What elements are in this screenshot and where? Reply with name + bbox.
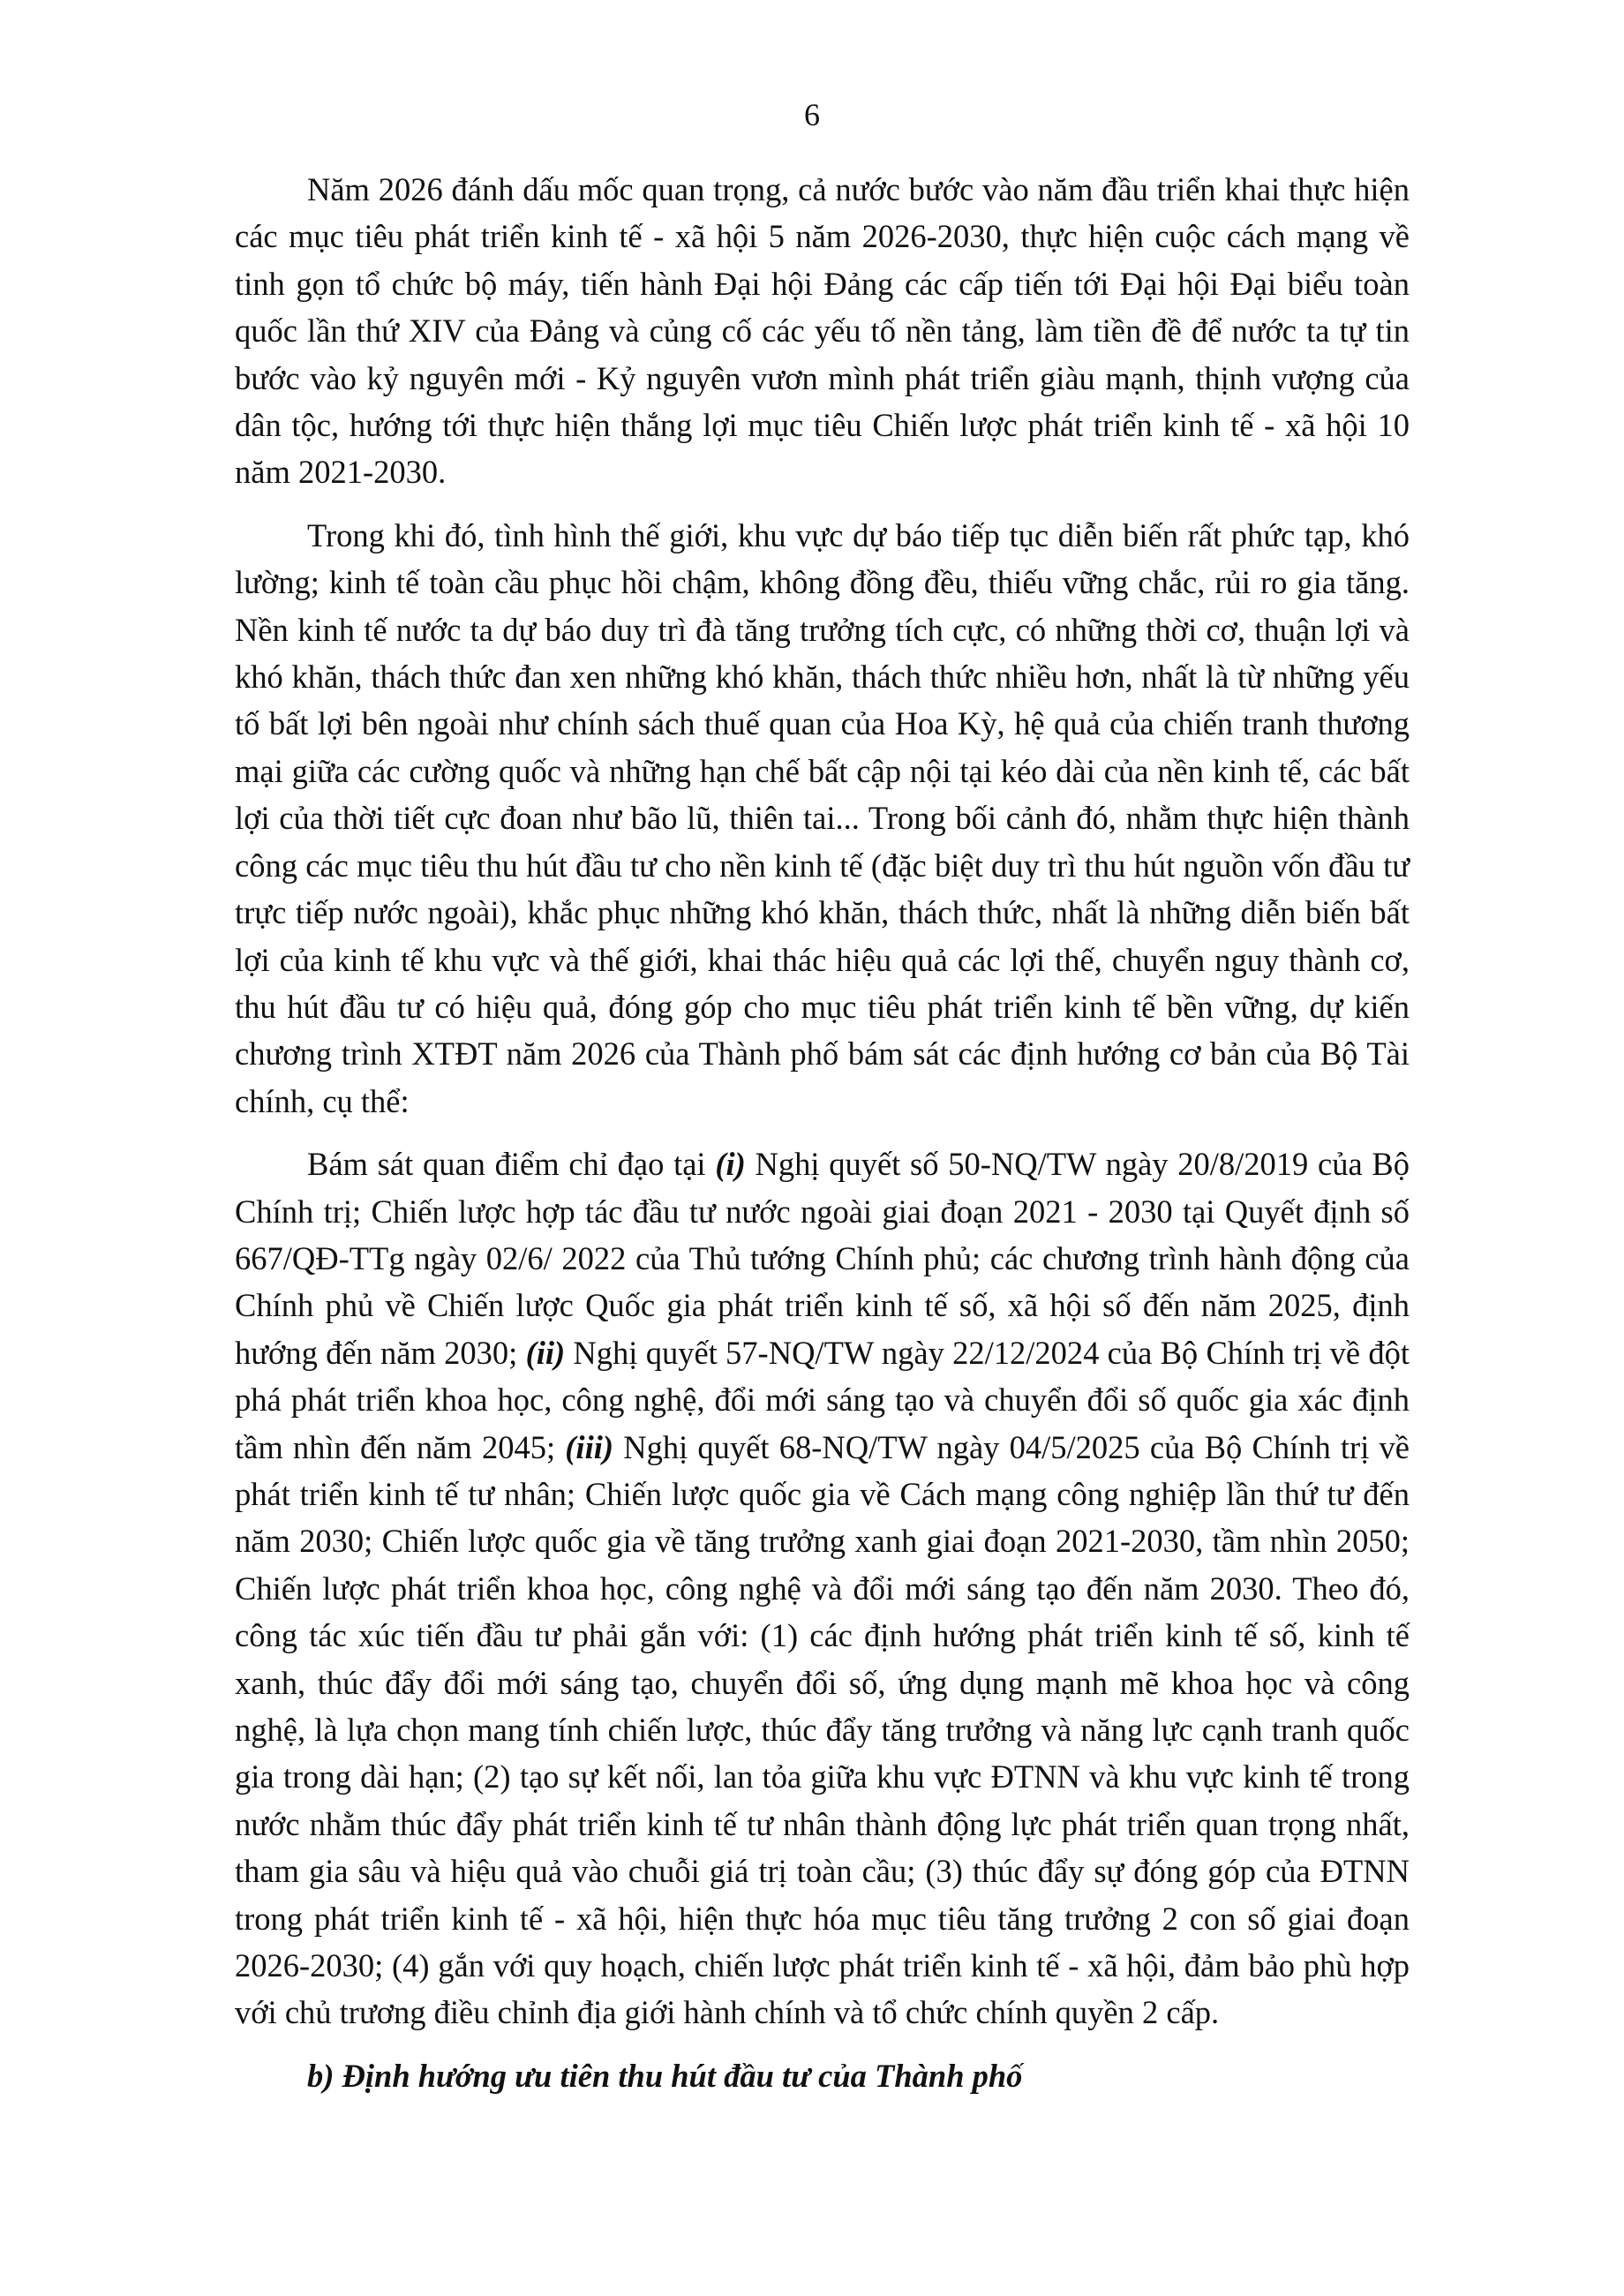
enumeration-marker-ii: (ii) — [525, 1334, 566, 1371]
paragraph-policy-guidance — [235, 1140, 1410, 2036]
policy-text-part-4: Nghị quyết 68-NQ/TW ngày 04/5/2025 của Bộ Chính trị về phát triển kinh tế tư nhân; Chiến lược quốc gia về Cách mạng công nghiệp lần thứ tư đến năm 2030; Chiến lược quốc gia về tăng trưởng xanh giai đoạn 2021-2030, tầm nhìn 2050; Chiến lược phát triển khoa học, công nghệ và đổi mới sáng tạo đến năm 2030. Theo đó, công tác xúc tiến đầu tư phải gắn với: (1) các định hướng phát triển kinh tế số, kinh tế xanh, thúc đẩy đổi mới sáng tạo, chuyển đổi số, ứng dụng mạnh mẽ khoa học và công nghệ, là lựa chọn mang tính chiến lược, thúc đẩy tăng trưởng và năng lực cạnh tranh quốc gia trong dài hạn; (2) tạo sự kết nối, lan tỏa giữa khu vực ĐTNN và khu vực kinh tế trong nước nhằm thúc đẩy phát triển kinh tế tư nhân thành động lực phát triển quan trọng nhất, tham gia sâu và hiệu quả vào chuỗi giá trị toàn cầu; (3) thúc đẩy sự đóng góp của ĐTNN trong phát triển kinh tế - xã hội, hiện thực hóa mục tiêu tăng trưởng 2 con số giai đoạn 2026-2030; (4) gắn với quy hoạch, chiến lược phát triển kinh tế - xã hội, đảm bảo phù hợp với chủ trương điều chỉnh địa giới hành chính và tổ chức chính quyền 2 cấp. — [235, 1428, 1410, 2031]
section-heading-b: b) Định hướng ưu tiên thu hút đầu tư của Thành phố — [307, 2057, 1023, 2094]
paragraph-global-situation: Trong khi đó, tình hình thế giới, khu vực dự báo tiếp tục diễn biến rất phức tạp, khó lường; kinh tế toàn cầu phục hồi chậm, không đồng đều, thiếu vững chắc, rủi ro gia tăng. Nền kinh tế nước ta dự báo duy trì đà tăng trưởng tích cực, có những thời cơ, thuận lợi và khó khăn, thách thức đan xen những khó khăn, thách thức nhiều hơn, nhất là từ những yếu tố bất lợi bên ngoài như chính sách thuế quan của Hoa Kỳ, hệ quả của chiến tranh thương mại giữa các cường quốc và những hạn chế bất cập nội tại kéo dài của nền kinh tế, các bất lợi của thời tiết cực đoan như bão lũ, thiên tai... Trong bối cảnh đó, nhằm thực hiện thành công các mục tiêu thu hút đầu tư cho nền kinh tế (đặc biệt duy trì thu hút nguồn vốn đầu tư trực tiếp nước ngoài), khắc phục những khó khăn, thách thức, nhất là những diễn biến bất lợi của kinh tế khu vực và thế giới, khai thác hiệu quả các lợi thế, chuyển nguy thành cơ, thu hút đầu tư có hiệu quả, đóng góp cho mục tiêu phát triển kinh tế bền vững, dự kiến chương trình XTĐT năm 2026 của Thành phố bám sát các định hướng cơ bản của Bộ Tài chính, cụ thể: — [235, 516, 1410, 1119]
policy-text-part-3: Nghị quyết 57-NQ/TW ngày 22/12/2024 của Bộ Chính trị về đột phá phát triển khoa học, công nghệ, đổi mới sáng tạo và chuyển đổi số quốc gia xác định tầm nhìn đến năm 2045; — [235, 1334, 1410, 1465]
policy-text-part-1: Bám sát quan điểm chỉ đạo tại — [307, 1146, 716, 1183]
enumeration-marker-iii: (iii) — [565, 1428, 614, 1465]
paragraph-context-2026: Năm 2026 đánh dấu mốc quan trọng, cả nước bước vào năm đầu triển khai thực hiện các mục tiêu phát triển kinh tế - xã hội 5 năm 2026-2030, thực hiện cuộc cách mạng về tinh gọn tổ chức bộ máy, tiến hành Đại hội Đảng các cấp tiến tới Đại hội Đại biểu toàn quốc lần thứ XIV của Đảng và củng cố các yếu tố nền tảng, làm tiền đề để nước ta tự tin bước vào kỷ nguyên mới - Kỷ nguyên vươn mình phát triển giàu mạnh, thịnh vượng của dân tộc, hướng tới thực hiện thắng lợi mục tiêu Chiến lược phát triển kinh tế - xã hội 10 năm 2021-2030. — [235, 171, 1410, 491]
enumeration-marker-i: (i) — [715, 1146, 746, 1183]
page-number: 6 — [804, 97, 820, 132]
policy-text-part-2: Nghị quyết số 50-NQ/TW ngày 20/8/2019 của Bộ Chính trị; Chiến lược hợp tác đầu tư nước ngoài giai đoạn 2021 - 2030 tại Quyết định số 667/QĐ-TTg ngày 02/6/ 2022 của Thủ tướng Chính phủ; các chương trình hành động của Chính phủ về Chiến lược Quốc gia phát triển kinh tế số, xã hội số đến năm 2025, định hướng đến năm 2030; — [235, 1146, 1410, 1371]
document-body — [235, 166, 1410, 2099]
